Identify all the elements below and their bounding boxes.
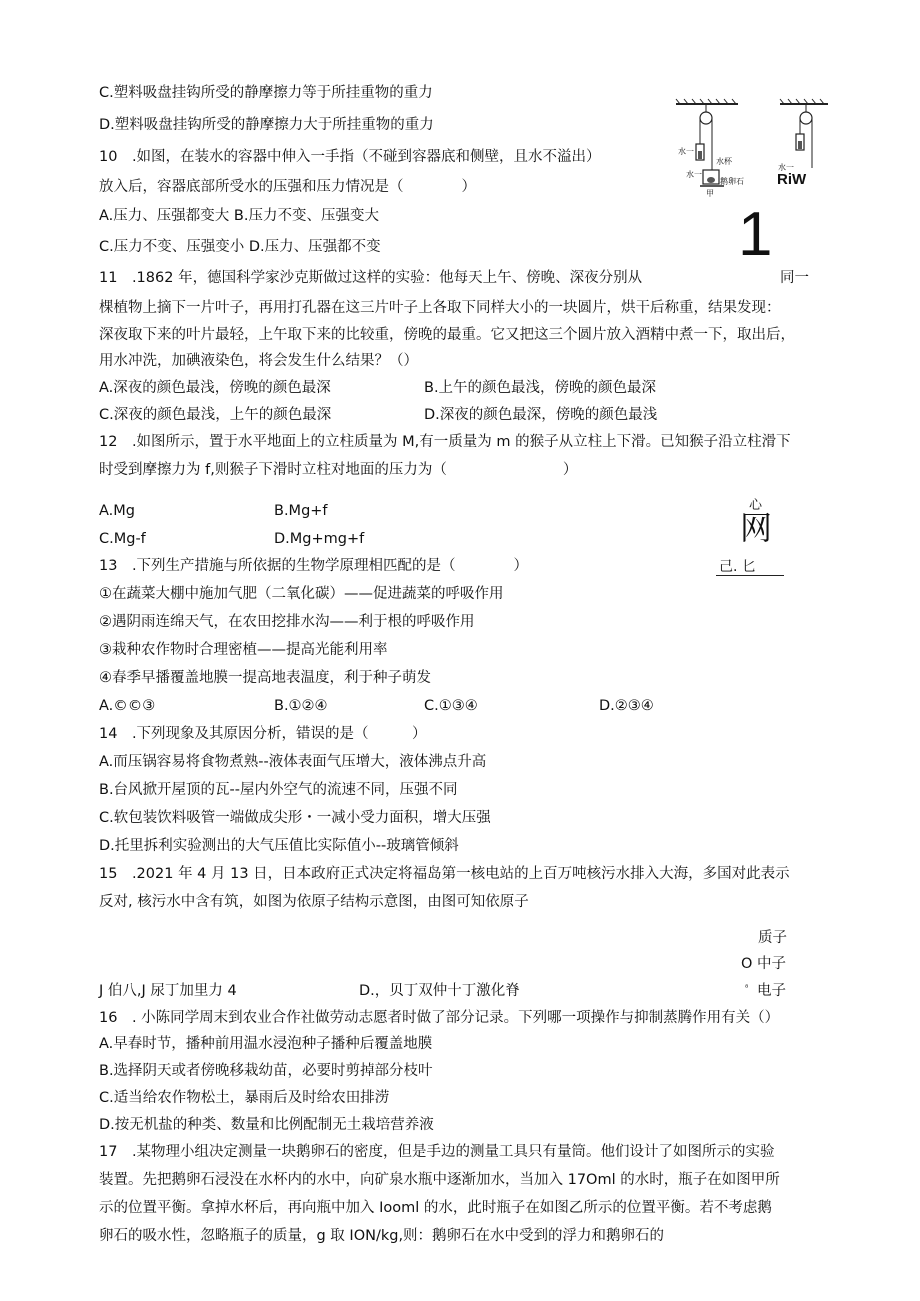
q10-options-cd: C.压力不变、压强变小 D.压力、压强都不变 (99, 239, 381, 255)
q16-option-a: A.早春时节，播种前用温水浸泡种子播种后覆盖地膜 (99, 1036, 433, 1052)
q15-stem-line1: 15 .2021 年 4 月 13 日，日本政府正式决定将福岛第一核电站的上百万吨核污水排入大海，多国对此表示 (99, 866, 790, 882)
q16-option-b: B.选择阴天或者傍晚移栽幼苗，必要时剪掉部分枝叶 (99, 1063, 433, 1079)
q17-stem-line1: 17 .某物理小组决定测量一块鹅卵石的密度，但是手边的测量工具只有量筒。他们设计了如图所示的实验 (99, 1144, 775, 1160)
q15-stem-line2: 反对, 核污水中含有筑，如图为依原子结构示意图，由图可知依原子 (99, 894, 529, 910)
fig-big-one: 1 (738, 200, 773, 269)
q15-legend-electron: 电子 (757, 983, 786, 999)
q14-option-d: D.托里拆利实验测出的大气压值比实际值小--玻璃管倾斜 (99, 838, 459, 854)
q14-option-b: B.台风掀开屋顶的瓦--屋内外空气的流速不同，压强不同 (99, 782, 458, 798)
q15-option-garbled-a: J 伯八,J 尿丁加里力 4 (99, 983, 237, 999)
fig-label-jia: 甲 (706, 189, 714, 198)
q12-stem-line2: 时受到摩擦力为 f,则猴子下滑时立柱对地面的压力为（ ） (99, 462, 578, 478)
q11-stem-line4: 用水冲洗，加碘液染色，将会发生什么结果？（） (99, 353, 418, 369)
q11-option-a: A.深夜的颜色最浅，傍晚的颜色最深 (99, 380, 331, 396)
q11-stem-line2: 棵植物上摘下一片叶子，再用打孔器在这三片叶子上各取下同样大小的一块圆片，烘干后称重，结果发现： (99, 300, 781, 316)
q12-option-a: A.Mg (99, 503, 135, 519)
q11-option-c: C.深夜的颜色最浅，上午的颜色最深 (99, 407, 332, 423)
q12-stem-line1: 12 .如图所示，置于水平地面上的立柱质量为 M,有一质量为 m 的猴子从立柱上下滑。已知猴子沿立柱滑下 (99, 434, 791, 450)
q12-option-c: C.Mg-f (99, 531, 146, 547)
q16-stem: 16 . 小陈同学周末到农业合作社做劳动志愿者时做了部分记录。下列哪一项操作与抑制蒸腾作用有关（） (99, 1010, 780, 1026)
q12-option-d: D.Mg+mg+f (274, 531, 365, 547)
fig-label-cup: 水杯 (716, 157, 732, 166)
q9-option-c: C.塑料吸盘挂钩所受的静摩擦力等于所挂重物的重力 (99, 85, 433, 101)
q12-fig-xin: 心 (749, 498, 763, 513)
q13-item-2: ②遇阴雨连绵天气，在农田挖排水沟——利于根的呼吸作用 (99, 614, 475, 630)
q14-option-c: C.软包装饮料吸管一端做成尖形・一减小受力面积，增大压强 (99, 810, 491, 826)
q15-option-garbled-d: D.，贝丁双仲十丁激化脊 (359, 983, 520, 999)
q10-stem-line1: 10 .如图，在装水的容器中伸入一手指（不碰到容器底和侧壁，且水不溢出） (99, 149, 601, 165)
pulley-figure (672, 96, 832, 206)
q16-option-c: C.适当给农作物松土，暴雨后及时给农田排涝 (99, 1090, 390, 1106)
q15-legend-proton: 质子 (758, 930, 787, 946)
q11-stem-line3: 深夜取下来的叶片最轻，上午取下来的比较重，傍晚的最重。它又把这三个圆片放入酒精中煮一下，取出后， (99, 327, 795, 343)
q11-option-d: D.深夜的颜色最深，傍晚的颜色最浅 (424, 407, 658, 423)
q12-fig-ground-line (716, 575, 784, 576)
q17-stem-line3: 示的位置平衡。拿掉水杯后，再向瓶中加入 Iooml 的水，此时瓶子在如图乙所示的位置平衡。若不考虑鹅 (99, 1200, 772, 1216)
q12-fig-ji: 己. 匕 (719, 559, 756, 575)
q11-stem-line1: 11 .1862 年，德国科学家沙克斯做过这样的实验：他每天上午、傍晚、深夜分别从 (99, 270, 643, 286)
fig-label-stone: 鹅卵石 (720, 177, 744, 186)
fig-label-water-left: 水一 (678, 147, 694, 156)
q13-item-4: ④春季早播覆盖地膜一提高地表温度，利于种子萌发 (99, 670, 431, 686)
q17-stem-line4: 卵石的吸水性，忽略瓶子的质量，g 取 ION/kg,则：鹅卵石在水中受到的浮力和鹅卵石的 (99, 1228, 665, 1244)
q12-fig-wang: 网 (740, 509, 773, 547)
q10-stem-line2: 放入后，容器底部所受水的压强和压力情况是（ ） (99, 179, 476, 195)
q13-option-c: C.①③④ (424, 698, 478, 714)
fig-label-water-mid: 水一 (686, 170, 702, 179)
q11-option-b: B.上午的颜色最浅，傍晚的颜色最深 (424, 380, 657, 396)
q11-tongyi: 同一 (780, 270, 809, 286)
q15-legend-electron-mark: ⁸ (745, 983, 749, 992)
q12-option-b: B.Mg+f (274, 503, 328, 519)
q16-option-d: D.按无机盐的种类、数量和比例配制无土栽培营养液 (99, 1117, 434, 1133)
q13-stem: 13 .下列生产措施与所依据的生物学原理相匹配的是（ ） (99, 558, 529, 574)
q14-option-a: A.而压锅容易将食物煮熟--液体表面气压增大，液体沸点升高 (99, 754, 487, 770)
pulley-figure-drawing (672, 96, 832, 206)
q14-stem: 14 .下列现象及其原因分析，错误的是（ ） (99, 726, 427, 742)
q10-options-ab: A.压力、压强都变大 B.压力不变、压强变大 (99, 208, 379, 224)
q13-option-b: B.①②④ (274, 698, 328, 714)
q9-option-d: D.塑料吸盘挂钩所受的静摩擦力大于所挂重物的重力 (99, 117, 434, 133)
q13-option-d: D.②③④ (599, 698, 654, 714)
q17-stem-line2: 装置。先把鹅卵石浸没在水杯内的水中，向矿泉水瓶中逐渐加水，当加入 17Oml 的水时，瓶子在如图甲所 (99, 1172, 780, 1188)
fig-label-riw: RiW (777, 171, 807, 188)
q13-item-3: ③栽种农作物时合理密植——提高光能利用率 (99, 642, 388, 658)
q13-item-1: ①在蔬菜大棚中施加气肥（二氧化碳）——促进蔬菜的呼吸作用 (99, 586, 504, 602)
q13-option-a: A.©©③ (99, 698, 156, 714)
q15-legend-neutron: O 中子 (741, 956, 787, 972)
fig-label-water-right: 水一 (778, 163, 794, 172)
